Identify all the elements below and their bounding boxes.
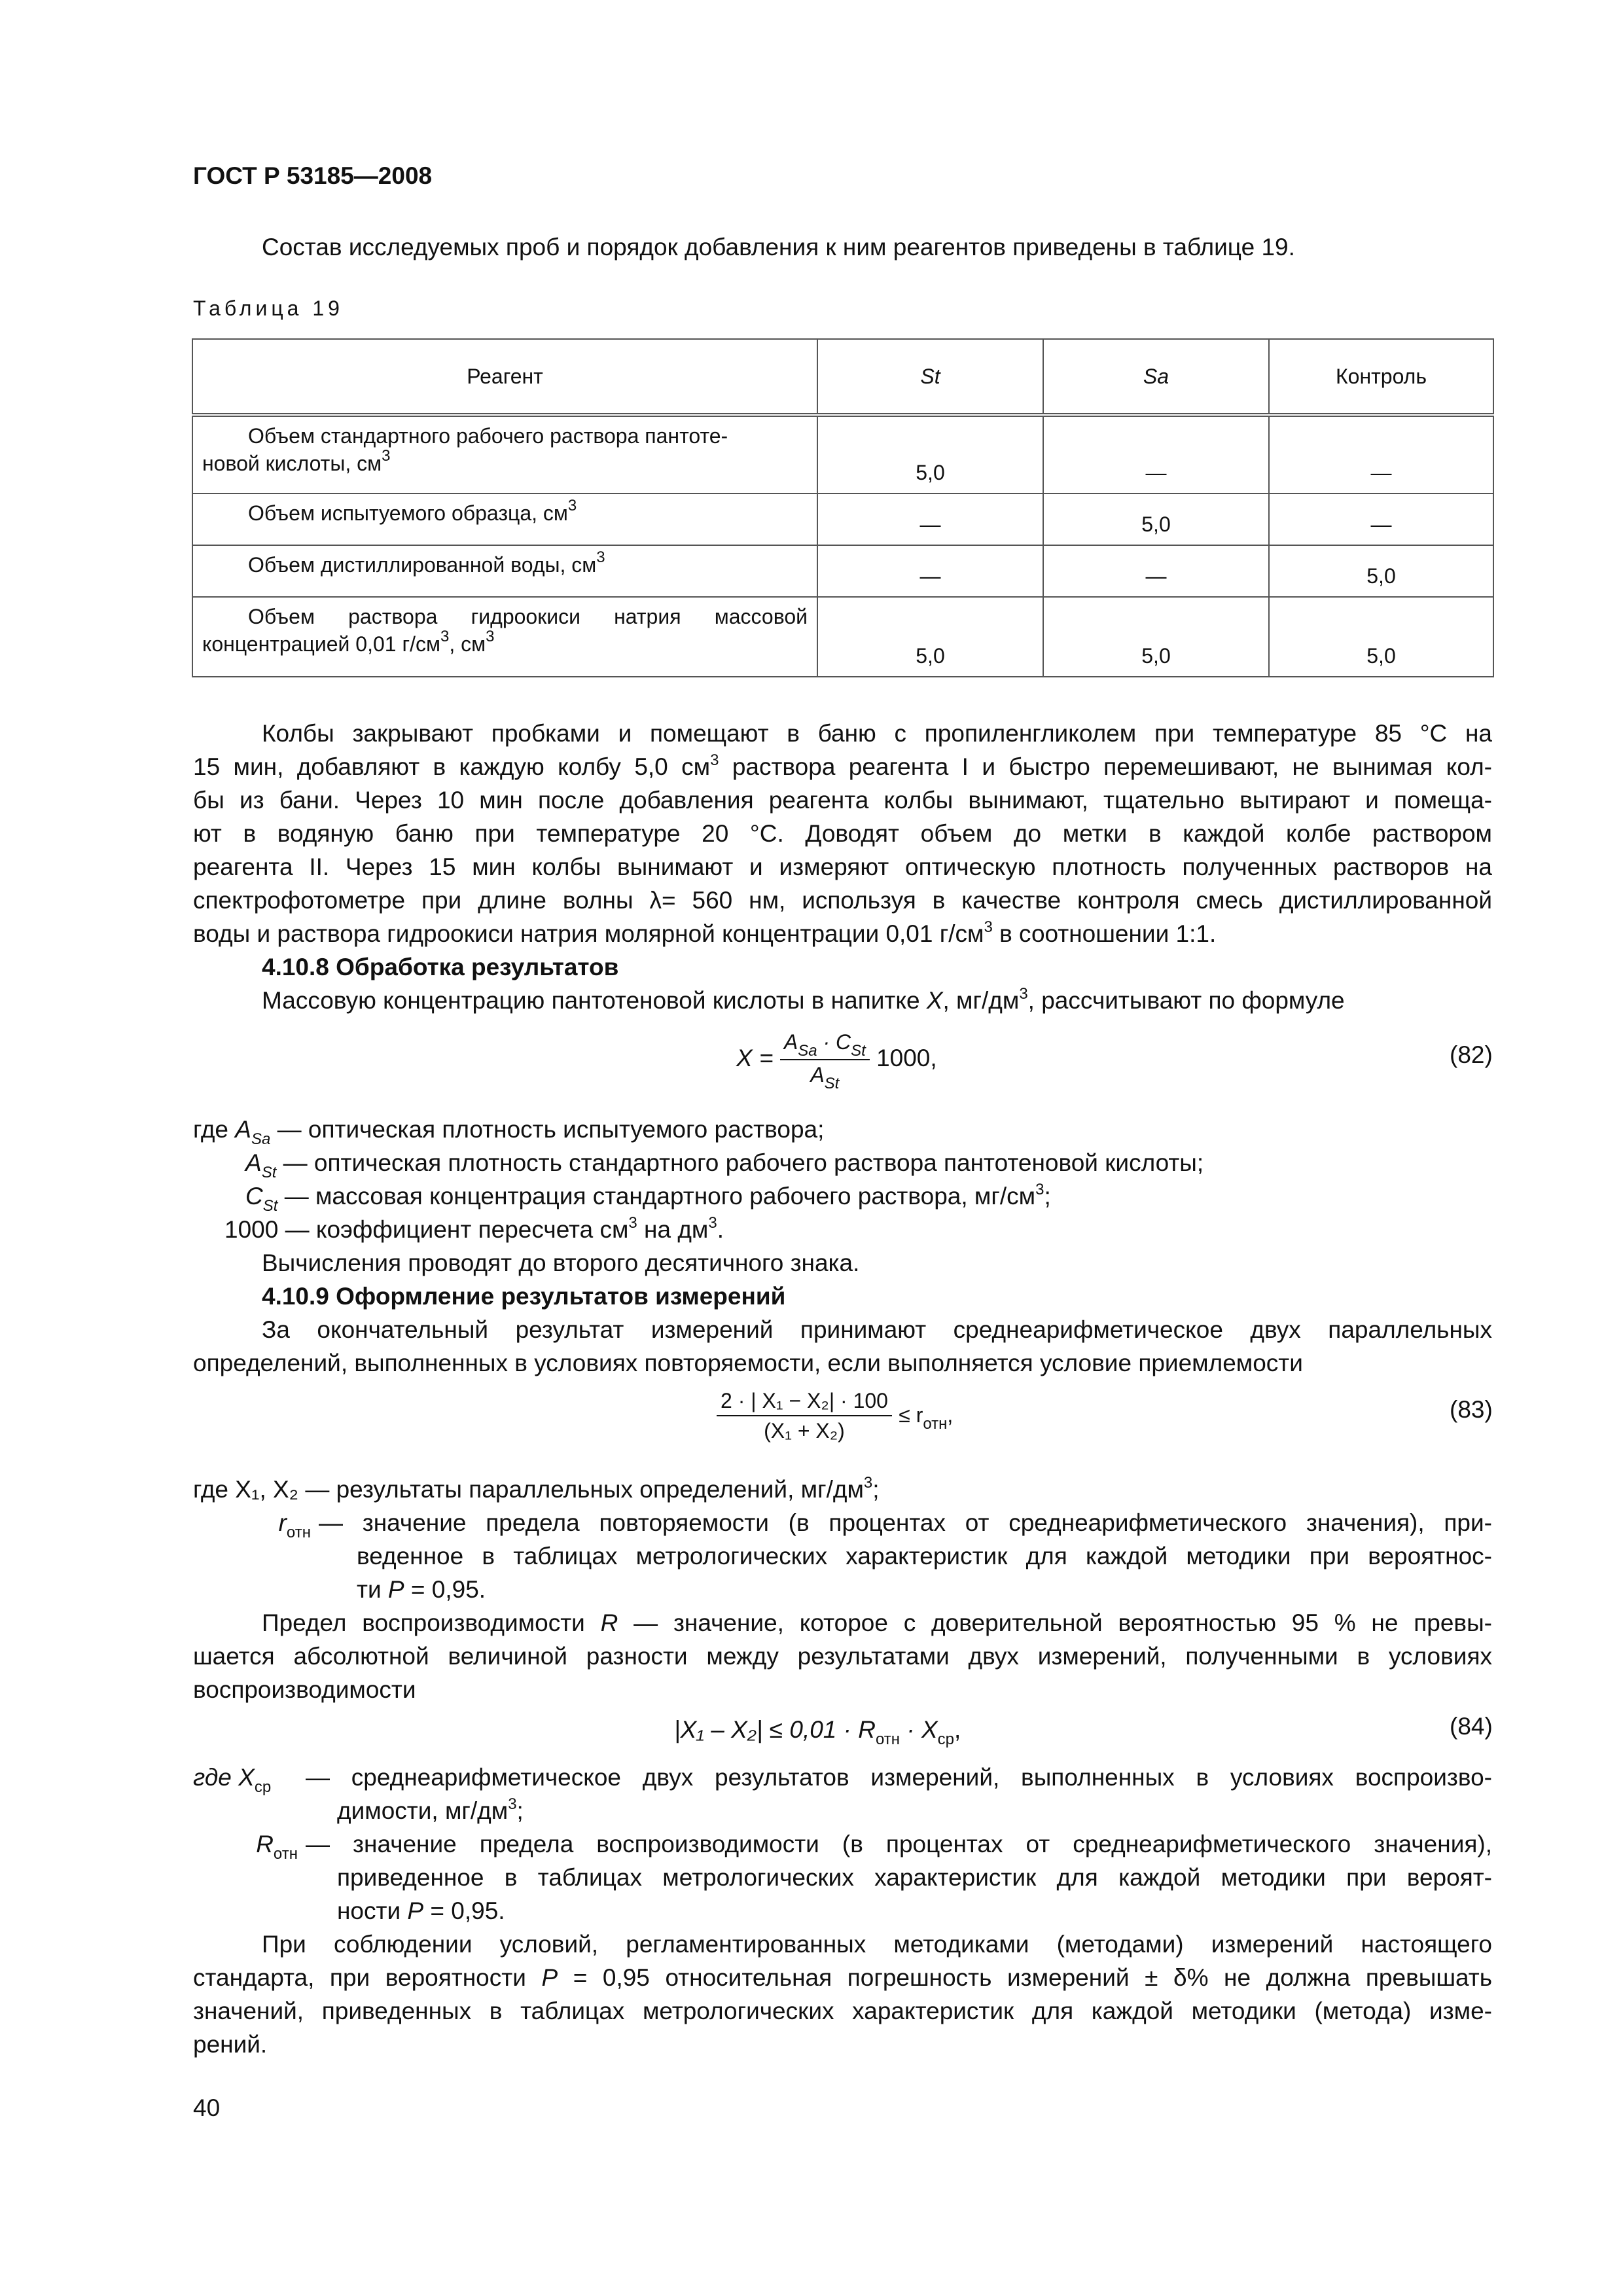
conclusion-line: рений. [193, 2031, 268, 2058]
reagent-cell: Объем дистиллированной воды, $см^3$ [192, 545, 817, 597]
sa-cell: — [1043, 415, 1269, 493]
para1-line: бы из бани. Через 10 мин после добавления реагента колбы вынимают, тщательно вытирают и помеща- [193, 787, 1492, 814]
st-cell: 5,0 [817, 597, 1043, 677]
para1-line: 15 мин, добавляют в каждую колбу 5,0 $см^3$ раствора реагента I и быстро перемешивают, не вынимая кол- [193, 751, 1493, 780]
definition-xcp-label: где $X_{ср}$ [193, 1764, 272, 1796]
col-header-st: St [817, 339, 1043, 415]
reagent-cell: Объем испытуемого образца, $см^3$ [192, 493, 817, 545]
equation-number-83: (83) [1450, 1396, 1493, 1423]
definition-rotn-line: приведенное в таблицах метрологических характеристик для каждой методики при вероят- [337, 1864, 1492, 1891]
table-row [192, 493, 1493, 545]
reagent-table [192, 338, 1494, 677]
page-number: 40 [193, 2094, 221, 2121]
conclusion-line: значений, приведенных в таблицах метрологических характеристик для каждой методики (метода) изме- [193, 1998, 1492, 2024]
st-cell: — [817, 493, 1043, 545]
formula-82: X = $\frac{A_{Sa} \cdot C_{St}}{A_{St}}$ 1000, [736, 1028, 937, 1092]
col-header-reagent: Реагент [192, 339, 817, 415]
st-cell: — [817, 545, 1043, 597]
definition-asa: где $A_{Sa}$ — оптическая плотность испытуемого раствора; [193, 1116, 825, 1148]
conclusion-line: стандарта, при вероятности P = 0,95 относительная погрешность измерений ± δ% не должна превышать [193, 1964, 1493, 1991]
standard-header: ГОСТ Р 53185—2008 [193, 162, 433, 189]
definition-r-line: ти P = 0,95. [357, 1576, 486, 1603]
equation-number-82: (82) [1450, 1041, 1493, 1068]
col-header-control: Контроль [1269, 339, 1493, 415]
definition-rotn-label: $R_{отн}$ [256, 1831, 298, 1863]
conclusion-line: При соблюдении условий, регламентированных методиками (методами) измерений настоящего [262, 1931, 1492, 1958]
control-cell: 5,0 [1269, 545, 1493, 597]
para1-line: Колбы закрывают пробками и помещают в баню с пропиленгликолем при температуре 85 °С на [262, 720, 1492, 747]
reproducibility-line: шается абсолютной величиной разности между результатами двух измерений, полученными в условиях [193, 1643, 1492, 1670]
equation-number-84: (84) [1450, 1713, 1493, 1740]
sa-cell: 5,0 [1043, 493, 1269, 545]
definition-rotn-line: — значение предела воспроизводимости (в процентах от среднеарифметического значения), [306, 1831, 1492, 1857]
table-caption: Таблица 19 [193, 296, 344, 320]
control-cell: — [1269, 493, 1493, 545]
table-row [192, 415, 1493, 493]
col-header-sa: Sa [1043, 339, 1269, 415]
definition-cst: $C_{St}$ — массовая концентрация стандартного рабочего раствора, $мг/см^3$; [245, 1181, 1051, 1215]
sa-cell: — [1043, 545, 1269, 597]
table-header-row [192, 339, 1493, 415]
para1-line: реагента II. Через 15 мин колбы вынимают и измеряют оптическую плотность полученных растворов на [193, 853, 1492, 880]
control-cell: — [1269, 415, 1493, 493]
section-4108-text: Массовую концентрацию пантотеновой кислоты в напитке X, $мг/дм^3$, рассчитывают по формуле [262, 985, 1345, 1014]
sa-cell: 5,0 [1043, 597, 1269, 677]
para1-line: ют в водяную баню при температуре 20 °С. Доводят объем до метки в каждой колбе раствором [193, 820, 1492, 847]
definition-1000: 1000 — коэффициент пересчета $см^3$ на $дм^3$. [224, 1214, 724, 1243]
para1-line: воды и раствора гидроокиси натрия молярной концентрации 0,01 $г/см^3$ в соотношении 1:1. [193, 918, 1217, 947]
intro-text: Состав исследуемых проб и порядок добавления к ним реагентов приведены в таблице 19. [262, 234, 1295, 260]
definition-r-label: $r_{отн}$ [278, 1509, 311, 1541]
definition-r-line: — значение предела повторяемости (в процентах от среднеарифметического значения), при- [319, 1509, 1492, 1536]
table-row [192, 545, 1493, 597]
section-heading-4109: 4.10.9 Оформление результатов измерений [262, 1283, 786, 1310]
para1-line: спектрофотометре при длине волны λ= 560 нм, используя в качестве контроля смесь дистиллированной [193, 887, 1492, 914]
definition-xcp-line: — среднеарифметическое двух результатов измерений, выполненных в условиях воспроизво- [306, 1764, 1492, 1791]
definition-rotn-line: ности P = 0,95. [337, 1897, 505, 1924]
control-cell: 5,0 [1269, 597, 1493, 677]
table-row [192, 597, 1493, 677]
definition-xcp-line: димости, $мг/дм^3$; [337, 1795, 524, 1824]
st-cell: 5,0 [817, 415, 1043, 493]
definition-ast: $A_{St}$ — оптическая плотность стандартного рабочего раствора пантотеновой кислоты; [245, 1149, 1204, 1181]
section-4109-line: определений, выполненных в условиях повторяемости, если выполняется условие приемлемости [193, 1350, 1303, 1376]
section-4109-line: За окончательный результат измерений принимают среднеарифметическое двух параллельных [262, 1316, 1492, 1343]
formula-84: $|X_1 - X_2| \le 0,01 \cdot R_{отн} \cdot X_{ср}$, [674, 1716, 961, 1748]
calc-note: Вычисления проводят до второго десятичного знака. [262, 1249, 860, 1276]
formula-83: $\frac{\text{2 · | X₁ − X₂| · 100}}{\text{(X₁ + X₂)}}$ ≤ $r_{отн}$, [717, 1386, 953, 1445]
section-heading-4108: 4.10.8 Обработка результатов [262, 954, 619, 980]
definition-r-line: веденное в таблицах метрологических характеристик для каждой методики при вероятнос- [357, 1543, 1492, 1570]
definition-x1x2: где X₁, X₂ — результаты параллельных определений, $мг/дм^3$; [193, 1474, 880, 1503]
reproducibility-line: Предел воспроизводимости R — значение, которое с доверительной вероятностью 95 % не превы- [262, 1609, 1492, 1636]
reagent-cell: Объем раствора гидроокиси натрия массовой концентрацией 0,01 $г/см^3$, $см^3$ [192, 597, 817, 677]
reagent-cell: Объем стандартного рабочего раствора пантоте- новой кислоты, $см^3$ [192, 415, 817, 493]
reproducibility-line: воспроизводимости [193, 1676, 416, 1703]
